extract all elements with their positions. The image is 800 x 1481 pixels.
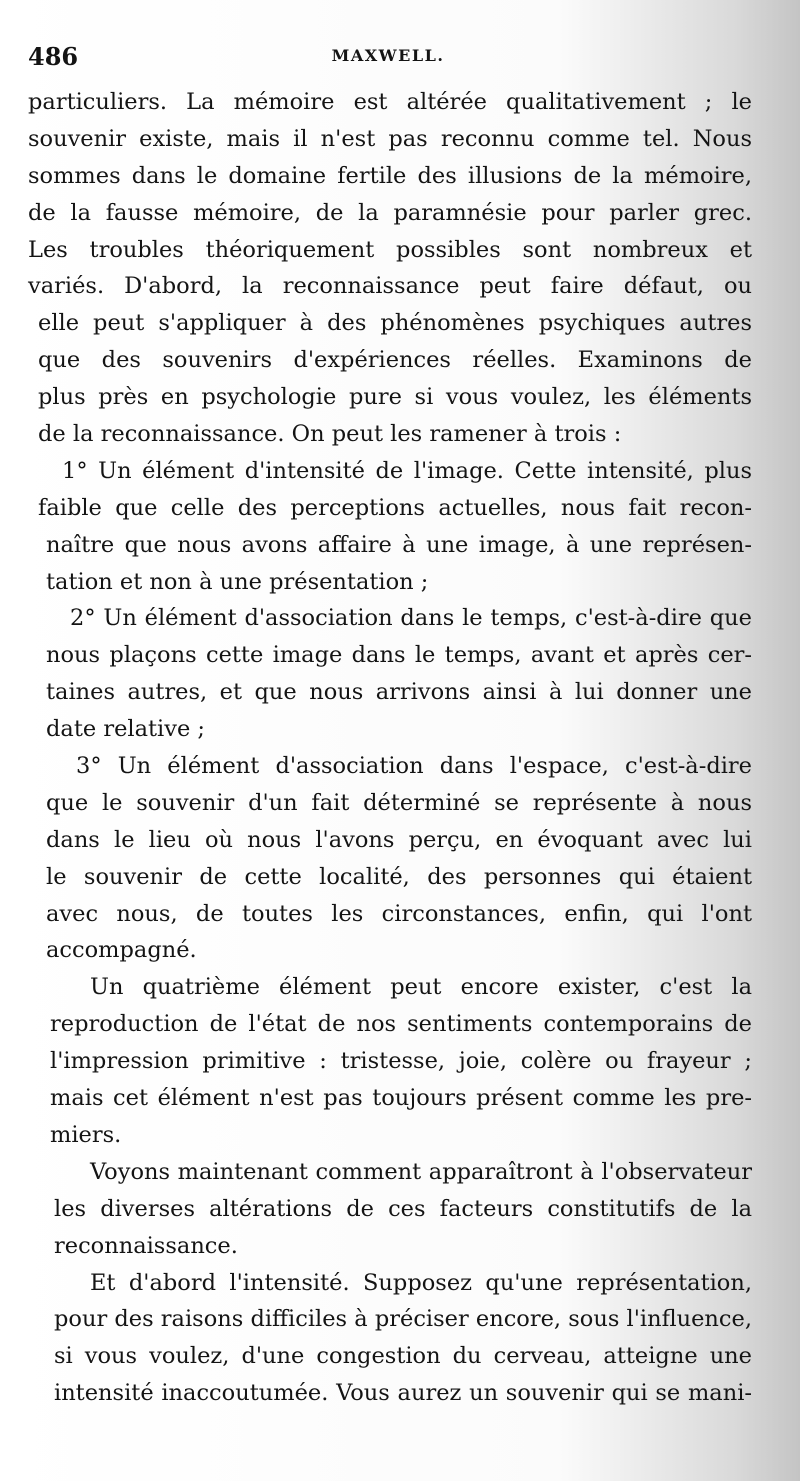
- text-line: pour des raisons difficiles à préciser encore, sous l'influence,: [54, 1306, 752, 1333]
- text-line: intensité inaccoutumée. Vous aurez un souvenir qui se mani-: [54, 1380, 752, 1407]
- text-line: 1° Un élément d'intensité de l'image. Cette intensité, plus: [62, 457, 752, 484]
- page-number: 486: [28, 42, 79, 71]
- text-line: le souvenir de cette localité, des personnes qui étaient: [46, 863, 752, 890]
- running-head: MAXWELL.: [331, 46, 445, 65]
- text-line: plus près en psychologie pure si vous voulez, les éléments: [38, 384, 752, 411]
- text-line: date relative ;: [46, 716, 206, 743]
- text-line: miers.: [50, 1121, 122, 1148]
- text-line: taines autres, et que nous arrivons ainsi à lui donner une: [46, 679, 752, 706]
- text-line: variés. D'abord, la reconnaissance peut faire défaut, ou: [28, 273, 752, 300]
- text-line: nous plaçons cette image dans le temps, avant et après cer-: [46, 642, 752, 669]
- text-line: Voyons maintenant comment apparaîtront à l'observateur: [90, 1158, 752, 1185]
- text-line: les diverses altérations de ces facteurs constitutifs de la: [54, 1195, 752, 1222]
- text-line: avec nous, de toutes les circonstances, enfin, qui l'ont: [46, 900, 752, 927]
- text-line: que des souvenirs d'expériences réelles. Examinons de: [38, 347, 752, 374]
- text-line: Et d'abord l'intensité. Supposez qu'une représentation,: [90, 1269, 752, 1296]
- text-line: dans le lieu où nous l'avons perçu, en évoquant avec lui: [46, 826, 752, 853]
- text-line: l'impression primitive : tristesse, joie, colère ou frayeur ;: [50, 1048, 752, 1075]
- text-line: reconnaissance.: [54, 1232, 238, 1259]
- text-line: de la fausse mémoire, de la paramnésie pour parler grec.: [28, 199, 752, 226]
- text-line: naître que nous avons affaire à une image, à une représen-: [46, 531, 752, 558]
- page-header: [28, 42, 748, 74]
- text-line: sommes dans le domaine fertile des illusions de la mémoire,: [28, 162, 752, 189]
- text-line: de la reconnaissance. On peut les ramener à trois :: [38, 421, 622, 448]
- text-line: reproduction de l'état de nos sentiments contemporains de: [50, 1011, 752, 1038]
- text-line: si vous voulez, d'une congestion du cerveau, atteigne une: [54, 1343, 752, 1370]
- text-line: tation et non à une présentation ;: [46, 568, 429, 595]
- text-line: souvenir existe, mais il n'est pas reconnu comme tel. Nous: [28, 125, 752, 152]
- text-line: faible que celle des perceptions actuelles, nous fait recon-: [38, 494, 752, 521]
- text-line: Un quatrième élément peut encore exister, c'est la: [90, 974, 752, 1001]
- text-line: Les troubles théoriquement possibles sont nombreux et: [28, 236, 752, 263]
- text-line: 3° Un élément d'association dans l'espace, c'est-à-dire: [76, 753, 752, 780]
- text-line: mais cet élément n'est pas toujours présent comme les pre-: [50, 1085, 752, 1112]
- text-line: elle peut s'appliquer à des phénomènes psychiques autres: [38, 310, 752, 337]
- text-line: particuliers. La mémoire est altérée qualitativement ; le: [28, 89, 752, 115]
- body-text: [28, 84, 752, 1412]
- text-line: que le souvenir d'un fait déterminé se représente à nous: [46, 789, 752, 816]
- text-line: accompagné.: [46, 937, 197, 964]
- text-line: 2° Un élément d'association dans le temps, c'est-à-dire que: [70, 605, 752, 632]
